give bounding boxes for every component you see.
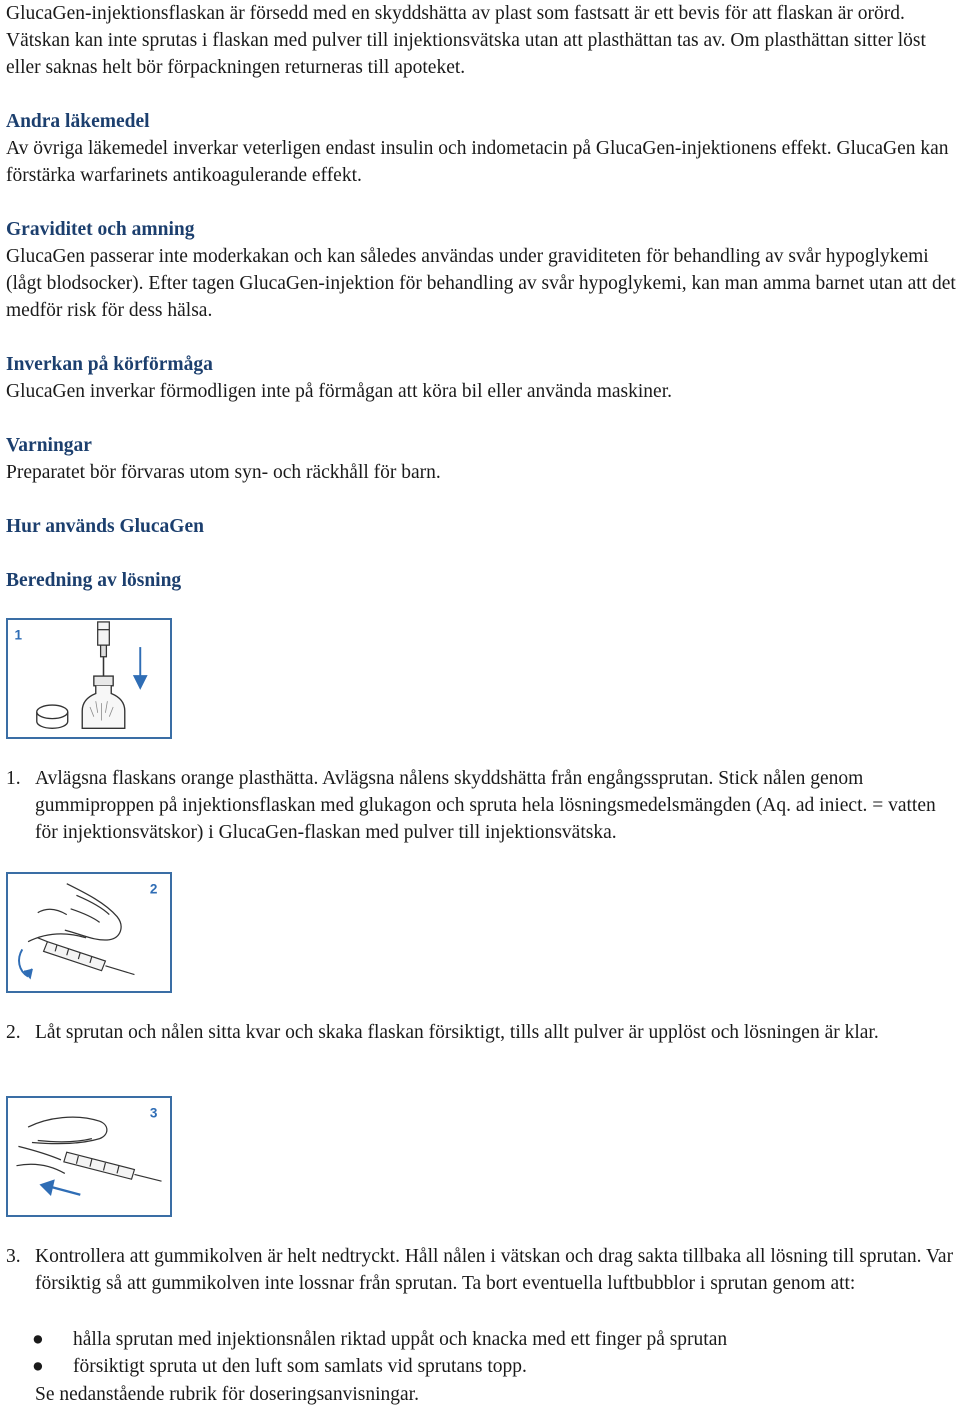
step-number: 3. (6, 1246, 21, 1267)
footer-note (35, 1381, 955, 1408)
arrow-left-icon (42, 1181, 81, 1195)
list-item (6, 1353, 960, 1380)
section-korformaga (6, 351, 956, 405)
syringe-icon (38, 938, 135, 975)
bullet-icon: ● (32, 1356, 44, 1377)
step-3 (6, 1243, 960, 1297)
howto-heading: Hur används GlucaGen (6, 516, 204, 537)
figure-label: 2 (149, 881, 158, 897)
section-body: Preparatet bör förvaras utom syn- och räckhåll för barn. (6, 462, 441, 483)
prep-heading-block (6, 567, 956, 594)
section-body: GlucaGen passerar inte moderkakan och kan således användas under graviditeten för behandling av svår hypoglykemi (lågt blodsocker). Efter tagen GlucaGen-injektion för behandling av svår hypoglykemi, kan man amma barnet utan att det medför risk för dess hälsa. (6, 246, 956, 321)
howto-heading-block (6, 513, 956, 540)
step-number: 2. (6, 1022, 21, 1043)
figure-step-1 (6, 618, 172, 739)
intro-text: GlucaGen-injektionsflaskan är försedd med en skyddshätta av plast som fastsatt är ett bevis för att flaskan är orörd. Vätskan kan inte sprutas i flaskan med pulver till injektionsvätska utan att plasthättan tas av. Om plasthättan sitter löst eller saknas helt bör förpackningen returneras till apoteket. (6, 3, 926, 78)
bullet-icon: ● (32, 1329, 44, 1350)
figure-label: 3 (149, 1105, 158, 1121)
figure-label: 1 (14, 627, 23, 643)
section-andra-lakemedel (6, 108, 956, 189)
shake-vial-illustration (8, 874, 170, 991)
figure-step-2 (6, 872, 172, 993)
intro-paragraph (6, 0, 956, 81)
bullet-list (6, 1326, 960, 1380)
vial-syringe-illustration (8, 620, 170, 737)
syringe-icon (64, 1152, 162, 1181)
section-graviditet (6, 216, 956, 324)
section-varningar (6, 432, 956, 486)
arrow-down-icon (134, 647, 146, 688)
section-body: Av övriga läkemedel inverkar veterligen endast insulin och indometacin på GlucaGen-injektionens effekt. GlucaGen kan förstärka warfarinets antikoagulerande effekt. (6, 138, 949, 186)
step-1 (6, 765, 960, 846)
vial-icon (82, 676, 125, 728)
prep-heading: Beredning av lösning (6, 570, 182, 591)
step-number: 1. (6, 768, 21, 789)
list-item-text: försiktigt spruta ut den luft som samlats vid sprutans topp. (73, 1356, 527, 1377)
footer-text: Se nedanstående rubrik för doseringsanvisningar. (35, 1384, 419, 1405)
rotate-arrow-icon (19, 949, 32, 977)
syringe-icon (98, 622, 110, 680)
step-2 (6, 1019, 960, 1046)
step-text: Avlägsna flaskans orange plasthätta. Avlägsna nålens skyddshätta från engångssprutan. Stick nålen genom gummiproppen på injektionsflaskan med glukagon och spruta hela lösningsmedelsmängden (Aq. ad iniect. = vatten för injektionsvätskor) i GlucaGen-flaskan med pulver till injektionsvätska. (35, 768, 936, 843)
list-item (6, 1326, 960, 1353)
section-heading: Varningar (6, 435, 92, 456)
section-heading: Andra läkemedel (6, 111, 150, 132)
section-heading: Graviditet och amning (6, 219, 195, 240)
section-heading: Inverkan på körförmåga (6, 354, 213, 375)
section-body: GlucaGen inverkar förmodligen inte på förmågan att köra bil eller använda maskiner. (6, 381, 672, 402)
draw-solution-illustration (8, 1098, 170, 1215)
list-item-text: hålla sprutan med injektionsnålen riktad uppåt och knacka med ett finger på sprutan (73, 1329, 728, 1350)
vial-cap-icon (37, 705, 68, 728)
step-text: Kontrollera att gummikolven är helt nedtryckt. Håll nålen i vätskan och drag sakta tillbaka all lösning till sprutan. Var försiktig så att gummikolven inte lossnar från sprutan. Ta bort eventuella luftbubblor i sprutan genom att: (35, 1246, 954, 1294)
figure-step-3 (6, 1096, 172, 1217)
hand-icon (28, 884, 121, 942)
step-text: Låt sprutan och nålen sitta kvar och skaka flaskan försiktigt, tills allt pulver är upplöst och lösningen är klar. (35, 1022, 879, 1043)
